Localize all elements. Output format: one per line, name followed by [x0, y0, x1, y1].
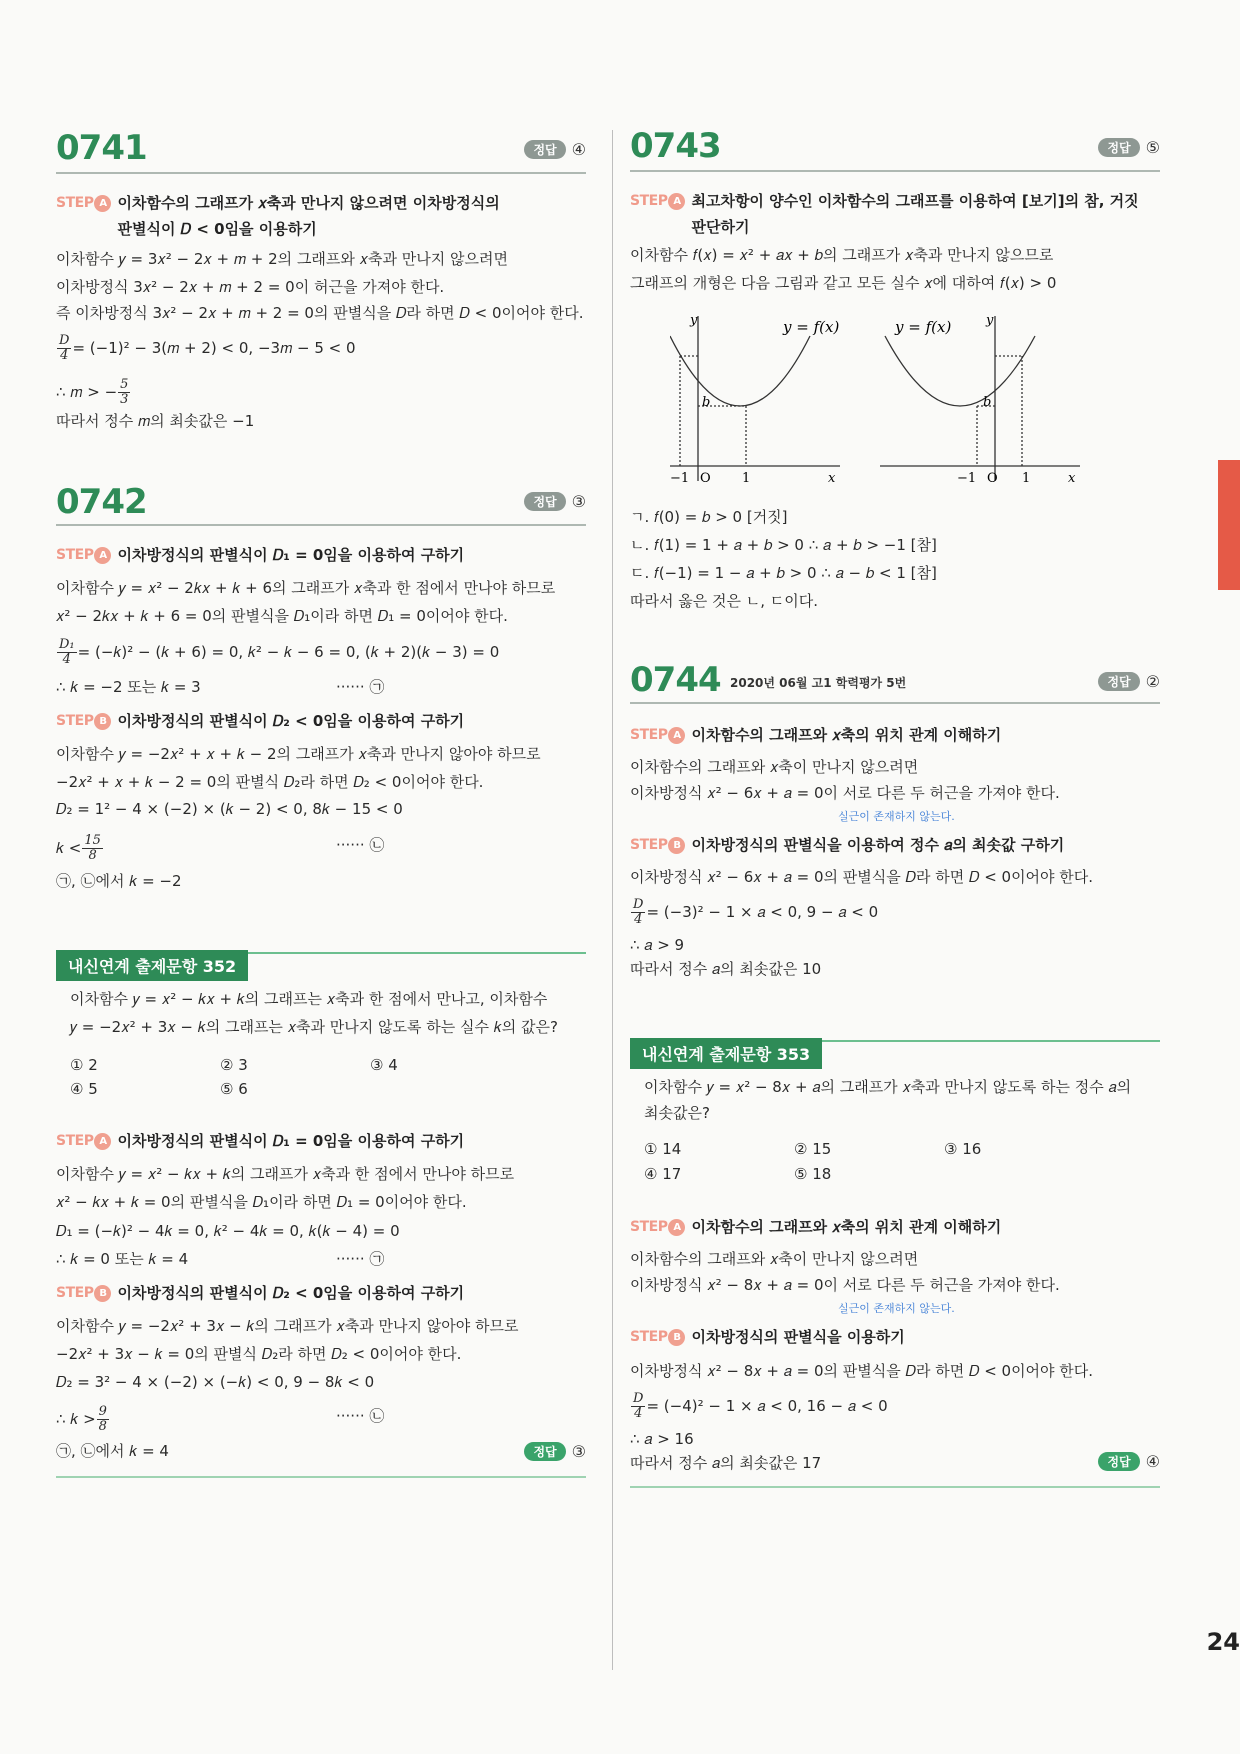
text-line: −2𝑥² + 3𝑥 − 𝑘 = 0의 판별식 𝐷₂라 하면 𝐷₂ < 0이어야 한다. — [56, 1345, 462, 1363]
equation-line: $\frac{D}{4}$ = (−4)² − 1 × 𝑎 < 0, 16 − 𝑎 < 0 — [633, 1391, 888, 1421]
tick-minus-one: −1 — [670, 471, 690, 486]
option-4: ④ 5 — [70, 1080, 98, 1098]
question-line: 이차함수 𝑦 = 𝑥² − 8𝑥 + 𝑎의 그래프가 𝑥축과 만나지 않도록 하는 정수 𝑎의 — [644, 1078, 1132, 1096]
option-2: ② 3 — [220, 1056, 248, 1074]
step-b-heading — [56, 708, 464, 734]
step-b-heading — [630, 1324, 905, 1350]
graph-label: y = f(x) — [783, 318, 840, 336]
step-tag: STEP A — [56, 542, 111, 568]
divider-line — [630, 702, 1160, 704]
question-line: 𝑦 = −2𝑥² + 3𝑥 − 𝑘의 그래프는 𝑥축과 만나지 않도록 하는 실수 𝑘의 값은? — [70, 1018, 558, 1036]
x-label: x — [828, 471, 836, 486]
parabola-curve — [885, 336, 1035, 406]
step-title: 최고차항이 양수인 이차함수의 그래프를 이용하여 [보기]의 참, 거짓 판단하기 — [691, 192, 1139, 236]
text-line: 𝑥² − 2𝑘𝑥 + 𝑘 + 6 = 0의 판별식을 𝐷₁이라 하면 𝐷₁ = 0이어야 한다. — [56, 607, 508, 625]
step-a-heading — [56, 190, 500, 242]
text-line: 그래프의 개형은 다음 그림과 같고 모든 실수 𝑥에 대하여 𝑓(𝑥) > 0 — [630, 274, 1057, 292]
equation-line: $\frac{D}{4}$ = (−3)² − 1 × 𝑎 < 0, 9 − 𝑎 < 0 — [633, 897, 879, 927]
equation-line: ∴ 𝑚 > − $\frac{5}{3}$ — [56, 377, 129, 407]
text-line: 이차방정식 𝑥² − 6𝑥 + 𝑎 = 0이 서로 다른 두 허근을 가져야 한다. — [630, 784, 1060, 802]
divider-line — [56, 172, 586, 174]
step-title: 이차방정식의 판별식이 𝐷₁ = 0임을 이용하여 구하기 — [117, 1132, 465, 1150]
equation-line: 𝐷₂ = 1² − 4 × (−2) × (𝑘 − 2) < 0, 8𝑘 − 15 < 0 — [56, 800, 403, 818]
step-title: 이차방정식의 판별식을 이용하여 정수 𝑎의 최솟값 구하기 — [691, 836, 1065, 854]
text-line: 𝑥² − 𝑘𝑥 + 𝑘 = 0의 판별식을 𝐷₁이라 하면 𝐷₁ = 0이어야 한다. — [56, 1193, 467, 1211]
step-tag: STEP A — [630, 1214, 685, 1240]
step-title: 이차함수의 그래프와 𝑥축의 위치 관계 이해하기 — [691, 1218, 1002, 1236]
graph-left — [670, 316, 840, 481]
equation-line: ∴ 𝑎 > 16 — [630, 1430, 694, 1448]
step-a-heading — [56, 1128, 464, 1154]
step-title: 이차방정식의 판별식이 𝐷₂ < 0임을 이용하여 구하기 — [117, 1284, 465, 1302]
option-1: ① 2 — [70, 1056, 98, 1074]
answer-0744 — [1098, 672, 1160, 691]
conclusion-line: ㉠, ㉡에서 𝑘 = 4 — [56, 1442, 169, 1460]
option-5: ⑤ 6 — [220, 1080, 248, 1098]
text-line: 이차함수의 그래프와 𝑥축이 만나지 않으려면 — [630, 1250, 919, 1268]
option-3: ③ 16 — [944, 1140, 982, 1158]
b-label: b — [702, 395, 711, 410]
parabola-graphs — [670, 306, 1090, 486]
option-5: ⑤ 18 — [794, 1165, 832, 1183]
option-4: ④ 17 — [644, 1165, 682, 1183]
text-line: −2𝑥² + 𝑥 + 𝑘 − 2 = 0의 판별식 𝐷₂라 하면 𝐷₂ < 0이어야 한다. — [56, 773, 484, 791]
answer-0742 — [524, 492, 586, 511]
option-2: ② 15 — [794, 1140, 832, 1158]
step-tag: STEP B — [630, 832, 685, 858]
answer-353 — [1098, 1452, 1160, 1471]
answer-badge: 정답 — [524, 1442, 565, 1461]
problem-number-0743: 0743 — [630, 126, 721, 166]
equation-line: $\frac{D}{4}$ = (−1)² − 3(𝑚 + 2) < 0, −3𝑚 − 5 < 0 — [59, 333, 356, 363]
answer-value: ④ — [1145, 1452, 1160, 1471]
step-title: 이차방정식의 판별식을 이용하기 — [691, 1328, 905, 1346]
tick-minus-one: −1 — [957, 471, 977, 486]
answer-0743 — [1098, 138, 1160, 157]
origin-label: O — [987, 471, 998, 486]
answer-badge: 정답 — [1098, 138, 1139, 157]
answer-value: ④ — [571, 140, 586, 159]
text-line: 이차함수 𝑓(𝑥) = 𝑥² + 𝑎𝑥 + 𝑏의 그래프가 𝑥축과 만나지 않으므로 — [630, 246, 1054, 264]
y-label: y — [690, 313, 698, 328]
step-title: 이차방정식의 판별식이 𝐷₁ = 0임을 이용하여 구하기 — [117, 546, 465, 564]
text-line: 이차방정식 𝑥² − 8𝑥 + 𝑎 = 0이 서로 다른 두 허근을 가져야 한다. — [630, 1276, 1060, 1294]
step-a-heading — [630, 188, 1139, 240]
text-line: ㄴ. 𝑓(1) = 1 + 𝑎 + 𝑏 > 0 ∴ 𝑎 + 𝑏 > −1 [참] — [630, 536, 937, 554]
equation-line: ∴ 𝑘 = −2 또는 𝑘 = 3 — [56, 678, 201, 696]
section-end-rule — [630, 1486, 1160, 1488]
equation-line: 𝐷₂ = 3² − 4 × (−2) × (−𝑘) < 0, 9 − 8𝑘 < 0 — [56, 1373, 375, 1391]
y-label: y — [986, 313, 994, 328]
origin-label: O — [700, 471, 711, 486]
option-3: ③ 4 — [370, 1056, 398, 1074]
text-line: 이차방정식 𝑥² − 6𝑥 + 𝑎 = 0의 판별식을 𝐷라 하면 𝐷 < 0이어야 한다. — [630, 868, 1094, 886]
step-title: 이차함수의 그래프와 𝑥축의 위치 관계 이해하기 — [691, 726, 1002, 744]
option-1: ① 14 — [644, 1140, 682, 1158]
answer-value: ② — [1145, 672, 1160, 691]
annotation-note: 실근이 존재하지 않는다. — [838, 1302, 955, 1315]
step-b-heading — [56, 1280, 464, 1306]
x-label: x — [1068, 471, 1076, 486]
marker: ······ ㉠ — [336, 678, 385, 696]
conclusion-line: ㉠, ㉡에서 𝑘 = −2 — [56, 872, 182, 890]
problem-number-0744: 0744 — [630, 660, 721, 700]
conclusion-line: 따라서 정수 𝑚의 최솟값은 −1 — [56, 412, 255, 430]
step-tag: STEP B — [56, 708, 111, 734]
text-line: 이차함수 𝑦 = −2𝑥² + 𝑥 + 𝑘 − 2의 그래프가 𝑥축과 만나지 않아야 하므로 — [56, 745, 541, 763]
step-title: 이차방정식의 판별식이 𝐷₂ < 0임을 이용하여 구하기 — [117, 712, 465, 730]
question-line: 최솟값은? — [644, 1104, 710, 1122]
graph-label: y = f(x) — [895, 318, 952, 336]
marker: ······ ㉠ — [336, 1250, 385, 1268]
answer-value: ③ — [571, 492, 586, 511]
answer-value: ⑤ — [1145, 138, 1160, 157]
answer-badge: 정답 — [524, 492, 565, 511]
question-line: 이차함수 𝑦 = 𝑥² − 𝑘𝑥 + 𝑘의 그래프는 𝑥축과 한 점에서 만나고, 이차함수 — [70, 990, 548, 1008]
text-line: 이차함수 𝑦 = 𝑥² − 2𝑘𝑥 + 𝑘 + 6의 그래프가 𝑥축과 한 점에서 만나야 하므로 — [56, 579, 556, 597]
text-line: ㄱ. 𝑓(0) = 𝑏 > 0 [거짓] — [630, 508, 788, 526]
step-tag: STEP B — [630, 1324, 685, 1350]
equation-line: ∴ 𝑎 > 9 — [630, 936, 685, 954]
step-a-heading — [56, 542, 464, 568]
answer-badge: 정답 — [1098, 672, 1139, 691]
linked-problem-tag: 내신연계 출제문항 352 — [56, 950, 248, 981]
conclusion-line: 따라서 옳은 것은 ㄴ, ㄷ이다. — [630, 592, 818, 610]
annotation-note: 실근이 존재하지 않는다. — [838, 810, 955, 823]
text-line: 즉 이차방정식 3𝑥² − 2𝑥 + 𝑚 + 2 = 0의 판별식을 𝐷라 하면 𝐷 < 0이어야 한다. — [56, 304, 584, 322]
step-tag: STEP A — [630, 722, 685, 748]
divider-line — [56, 524, 586, 526]
answer-352 — [524, 1442, 586, 1461]
step-tag: STEP A — [630, 188, 685, 214]
marker: ······ ㉡ — [336, 1407, 385, 1425]
answer-value: ③ — [571, 1442, 586, 1461]
answer-0741 — [524, 140, 586, 159]
text-line: 이차방정식 3𝑥² − 2𝑥 + 𝑚 + 2 = 0이 허근을 가져야 한다. — [56, 278, 445, 296]
divider-line — [630, 170, 1160, 172]
conclusion-line: 따라서 정수 𝑎의 최솟값은 10 — [630, 960, 822, 978]
tick-one: 1 — [1022, 471, 1031, 486]
conclusion-line: 따라서 정수 𝑎의 최솟값은 17 — [630, 1454, 822, 1472]
equation-line: 𝑘 < $\frac{15}{8}$ — [56, 833, 101, 863]
step-b-heading — [630, 832, 1064, 858]
tick-one: 1 — [742, 471, 751, 486]
answer-badge: 정답 — [524, 140, 565, 159]
equation-line: ∴ 𝑘 = 0 또는 𝑘 = 4 — [56, 1250, 189, 1268]
text-line: 이차함수 𝑦 = 3𝑥² − 2𝑥 + 𝑚 + 2의 그래프와 𝑥축과 만나지 않으려면 — [56, 250, 508, 268]
marker: ······ ㉡ — [336, 836, 385, 854]
text-line: 이차함수의 그래프와 𝑥축이 만나지 않으려면 — [630, 758, 919, 776]
graph-right — [880, 316, 1080, 481]
b-label: b — [983, 395, 992, 410]
problem-number-0742: 0742 — [56, 482, 147, 522]
section-end-rule — [56, 1476, 586, 1478]
linked-problem-tag: 내신연계 출제문항 353 — [630, 1038, 822, 1069]
text-line: 이차함수 𝑦 = 𝑥² − 𝑘𝑥 + 𝑘의 그래프가 𝑥축과 한 점에서 만나야 하므로 — [56, 1165, 515, 1183]
text-line: 이차방정식 𝑥² − 8𝑥 + 𝑎 = 0의 판별식을 𝐷라 하면 𝐷 < 0이어야 한다. — [630, 1362, 1094, 1380]
step-tag: STEP B — [56, 1280, 111, 1306]
source-label: 2020년 06월 고1 학력평가 5번 — [730, 676, 907, 690]
column-divider — [612, 130, 613, 1670]
step-tag: STEP A — [56, 190, 111, 216]
parabola-curve — [670, 336, 810, 406]
step-a-heading — [630, 1214, 1001, 1240]
text-line: ㄷ. 𝑓(−1) = 1 − 𝑎 + 𝑏 > 0 ∴ 𝑎 − 𝑏 < 1 [참] — [630, 564, 937, 582]
step-a-heading — [630, 722, 1001, 748]
chapter-tab — [1218, 460, 1240, 590]
equation-line: $\frac{\text{D₁}}{4}$ = (−𝑘)² − (𝑘 + 6) = 0, 𝑘² − 𝑘 − 6 = 0, (𝑘 + 2)(𝑘 − 3) = 0 — [59, 637, 500, 667]
problem-number-0741: 0741 — [56, 128, 147, 168]
answer-badge: 정답 — [1098, 1452, 1139, 1471]
page-number: 24 — [1206, 1628, 1240, 1656]
step-title: 이차함수의 그래프가 𝑥축과 만나지 않으려면 이차방정식의 판별식이 𝐷 < 0임을 이용하기 — [117, 194, 500, 238]
text-line: 이차함수 𝑦 = −2𝑥² + 3𝑥 − 𝑘의 그래프가 𝑥축과 만나지 않아야 하므로 — [56, 1317, 519, 1335]
equation-line: 𝐷₁ = (−𝑘)² − 4𝑘 = 0, 𝑘² − 4𝑘 = 0, 𝑘(𝑘 − 4) = 0 — [56, 1222, 400, 1240]
equation-line: ∴ 𝑘 > $\frac{9}{8}$ — [56, 1404, 107, 1434]
step-tag: STEP A — [56, 1128, 111, 1154]
